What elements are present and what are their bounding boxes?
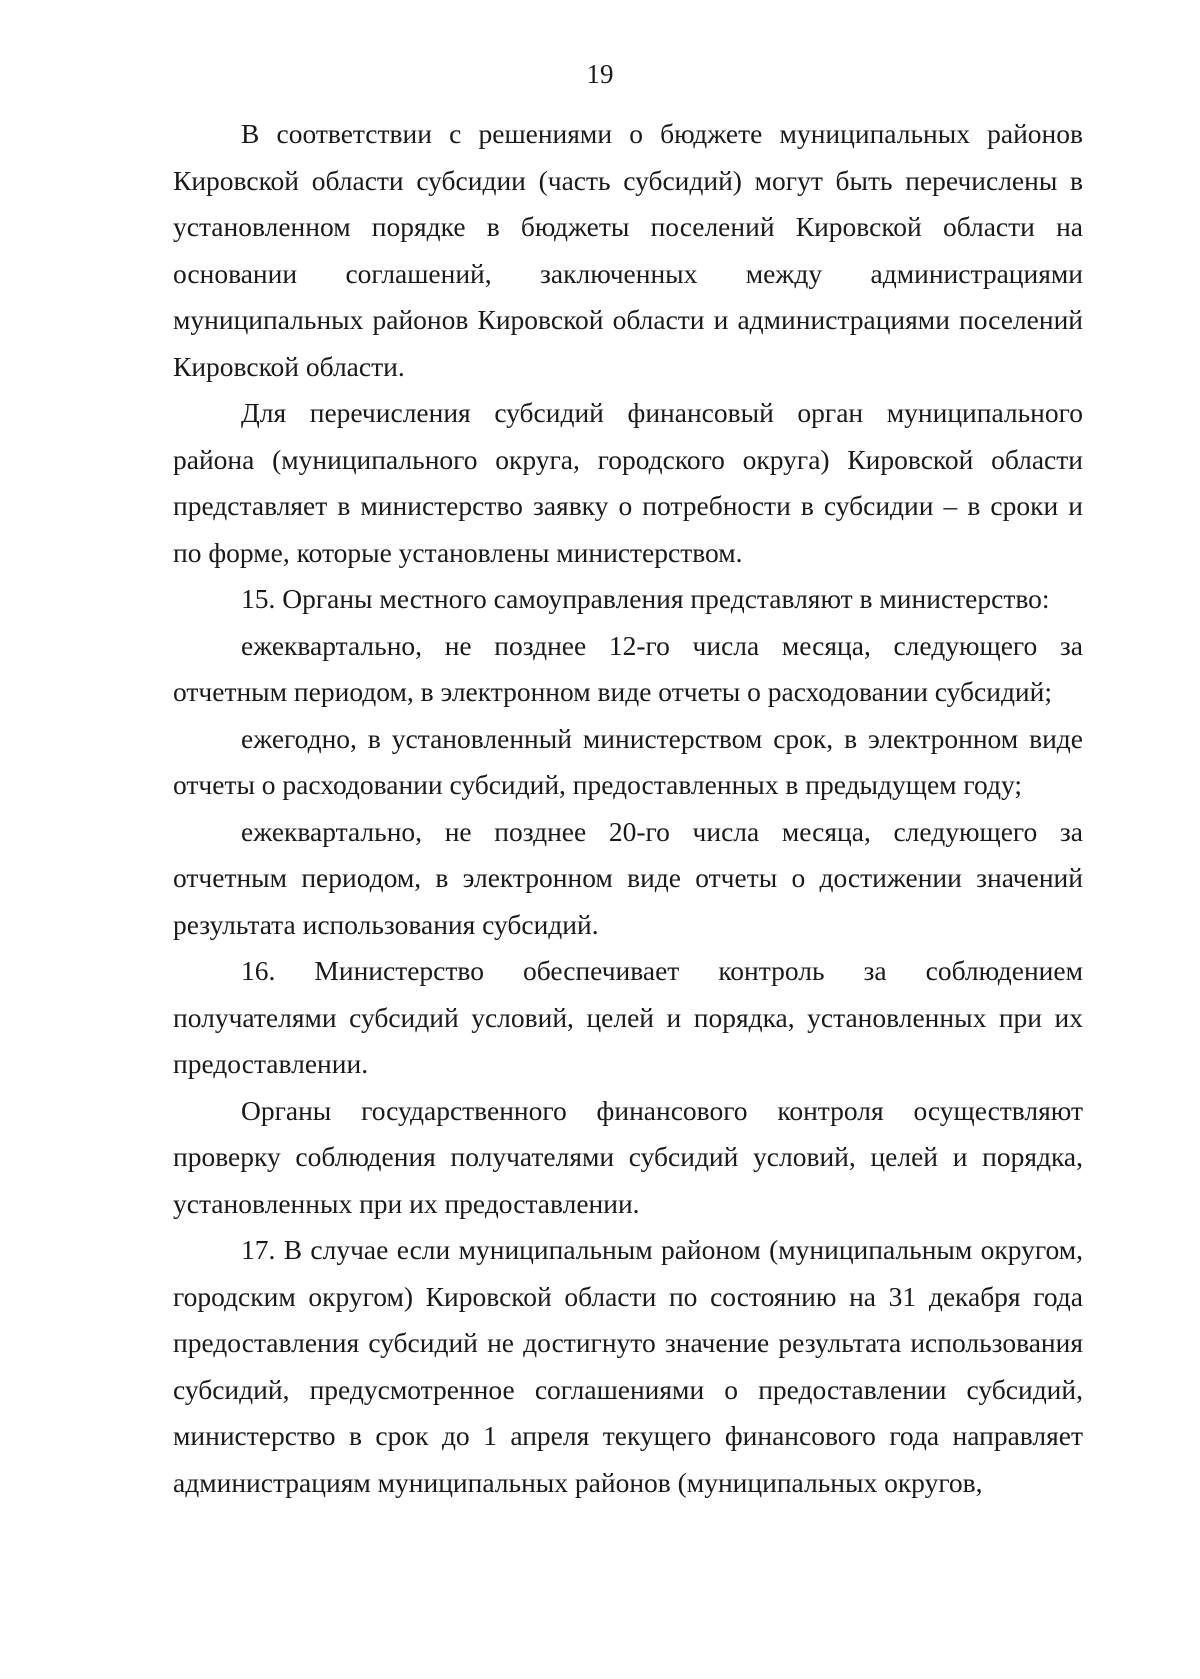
paragraph-item-16: 16. Министерство обеспечивает контроль за соблюдением получателями субсидий условий, целей и порядка, установленных при их предоставлении.: [173, 955, 1083, 1079]
paragraph-item-17: 17. В случае если муниципальным районом (муниципальным округом, городским округом) Кировской области по состоянию на 31 декабря года предоставления субсидий не достигнуто значение результата использования субсидий, предусмотренное соглашениями о предоставлении субсидий, министерство в срок до 1 апреля текущего финансового года направляет администрациям муниципальных районов (муниципальных округов,: [173, 1234, 1083, 1498]
paragraph-quarterly-spending-report: ежеквартально, не позднее 12-го числа месяца, следующего за отчетным периодом, в электронном виде отчеты о расходовании субсидий;: [173, 629, 1083, 707]
paragraph-budget-transfer: В соответствии с решениями о бюджете муниципальных районов Кировской области субсидии (часть субсидий) могут быть перечислены в установленном порядке в бюджеты поселений Кировской области на основании соглашений, заключенных между администрациями муниципальных районов Кировской области и администрациями поселений Кировской области.: [173, 118, 1083, 382]
paragraph-item-15: 15. Органы местного самоуправления представляют в министерство:: [241, 583, 1050, 614]
document-body: [173, 111, 1083, 1506]
page-number: 19: [586, 59, 614, 89]
paragraph-request-submission: Для перечисления субсидий финансовый орган муниципального района (муниципального округа, городского округа) Кировской области представляет в министерство заявку о потребности в субсидии – в сроки и по форме, которые установлены министерством.: [173, 397, 1083, 568]
paragraph-financial-control: Органы государственного финансового контроля осуществляют проверку соблюдения получателями субсидий условий, целей и порядка, установленных при их предоставлении.: [173, 1094, 1083, 1219]
paragraph-quarterly-results-report: ежеквартально, не позднее 20-го числа месяца, следующего за отчетным периодом, в электронном виде отчеты о достижении значений результата использования субсидий.: [173, 815, 1083, 940]
paragraph-annual-report: ежегодно, в установленный министерством срок, в электронном виде отчеты о расходовании субсидий, предоставленных в предыдущем году;: [173, 722, 1083, 800]
